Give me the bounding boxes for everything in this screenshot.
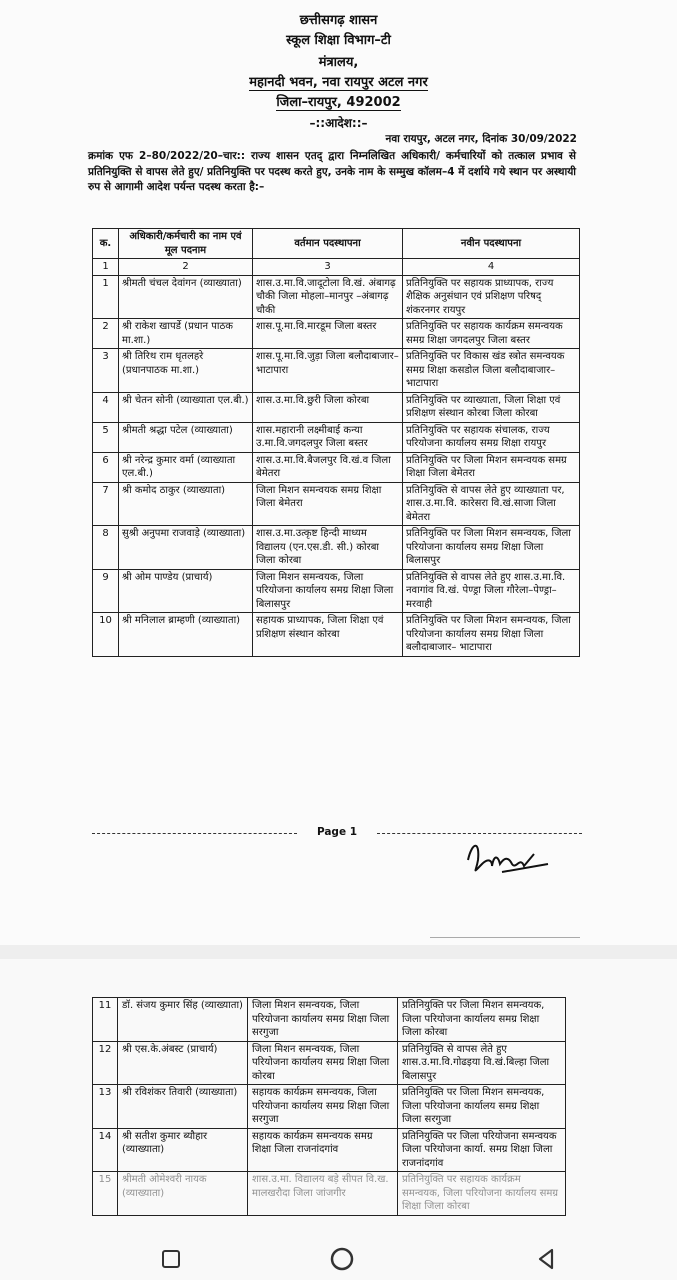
table-row [93, 349, 580, 393]
serial-cell: 14 [93, 1128, 118, 1172]
current-posting-cell: शास.उ.मा.उत्कृष्ट हिन्दी माध्यम विद्यालय (एन.एस.डी. सी.) कोरबा जिला कोरबा [253, 526, 403, 570]
header-line-2: स्कूल शिक्षा विभाग–टी [286, 33, 391, 48]
table-row [93, 613, 580, 657]
serial-cell: 10 [93, 613, 119, 657]
name-cell: श्री रविशंकर तिवारी (व्याख्याता) [118, 1085, 248, 1129]
name-cell: श्री मनिलाल ब्राम्हणी (व्याख्याता) [119, 613, 253, 657]
name-cell: श्रीमती ओमेश्वरी नायक (व्याख्याता) [118, 1172, 248, 1216]
circle-icon[interactable] [329, 1246, 355, 1272]
table-row [93, 1041, 566, 1085]
current-posting-cell: सहायक कार्यक्रम समन्वयक, जिला परियोजना कार्यालय समग्र शिक्षा जिला सरगुजा [248, 1085, 398, 1129]
serial-cell: 12 [93, 1041, 118, 1085]
name-cell: श्री नरेन्द्र कुमार वर्मा (व्याख्याता एल.बी.) [119, 452, 253, 482]
new-posting-cell: प्रतिनियुक्ति पर व्याख्याता, जिला शिक्षा एवं प्रशिक्षण संस्थान कोरबा जिला कोरबा [403, 392, 580, 422]
new-posting-cell: प्रतिनियुक्ति पर सहायक कार्यक्रम समन्वयक समग्र शिक्षा जगदलपुर जिला बस्तर [403, 319, 580, 349]
table-row [93, 319, 580, 349]
table-row [93, 482, 580, 526]
header-line-4: महानदी भवन, नवा रायपुर अटल नगर [249, 75, 428, 90]
serial-cell: 4 [93, 392, 119, 422]
serial-cell: 8 [93, 526, 119, 570]
name-cell: श्री तिरिथ राम धृतलहरे (प्रधानपाठक मा.शा.) [119, 349, 253, 393]
current-posting-cell: जिला मिशन समन्वयक, जिला परियोजना कार्यालय समग्र शिक्षा जिला बिलासपुर [253, 569, 403, 613]
header-line-3: मंत्रालय, [318, 55, 359, 70]
table-row [93, 452, 580, 482]
name-cell: डॉ. संजय कुमार सिंह (व्याख्याता) [118, 998, 248, 1042]
header-line-1: छत्तीसगढ़ शासन [299, 13, 378, 28]
new-posting-cell: प्रतिनियुक्ति पर सहायक कार्यक्रम समन्वयक, जिला परियोजना कार्यालय समग्र शिक्षा जिला कोरबा [398, 1172, 566, 1216]
document-page-2 [0, 959, 677, 1280]
current-posting-cell: शास.उ.मा.वि.बैजलपुर वि.खं.व जिला बेमेतरा [253, 452, 403, 482]
page-footer: Page 1 [92, 826, 582, 838]
name-cell: श्री सतीश कुमार ब्यौहार (व्याख्याता) [118, 1128, 248, 1172]
table-row [93, 569, 580, 613]
new-posting-cell: प्रतिनियुक्ति पर जिला मिशन समन्वयक समग्र शिक्षा जिला बेमेतरा [403, 452, 580, 482]
current-posting-cell: शास.पू.मा.वि.मारडूम जिला बस्तर [253, 319, 403, 349]
table-row [93, 392, 580, 422]
column-number: 2 [119, 259, 253, 276]
current-posting-cell: सहायक कार्यक्रम समन्वयक समग्र शिक्षा जिला राजनांदगांव [248, 1128, 398, 1172]
name-cell: सुश्री अनुपमा राजवाड़े (व्याख्याता) [119, 526, 253, 570]
posting-table-page2 [92, 997, 566, 1216]
table-row [93, 422, 580, 452]
table-row [93, 998, 566, 1042]
current-posting-cell: शास.उ.मा. विद्यालय बड़े सीपत वि.ख. मालखरौदा जिला जांजगीर [248, 1172, 398, 1216]
new-posting-cell: प्रतिनियुक्ति पर सहायक संचालक, राज्य परियोजना कार्यालय समग्र शिक्षा रायपुर [403, 422, 580, 452]
current-posting-cell: शास.उ.मा.वि.जादूटोला वि.खं. अंबागढ़ चौकी जिला मोहला–मानपुर –अंबागढ़ चौकी [253, 275, 403, 319]
header-line-5: जिला–रायपुर, 492002 [276, 95, 401, 110]
new-posting-cell: प्रतिनियुक्ति पर जिला परियोजना समन्वयक जिला परियोजना कार्या. समग्र शिक्षा जिला राजनांदगांव [398, 1128, 566, 1172]
signature-icon [462, 830, 552, 880]
page-separator [0, 945, 677, 959]
order-text: क्रमांक एफ 2–80/2022/20–चार:: राज्य शासन एतद् द्वारा निम्नलिखित अधिकारी/ कर्मचारियों को तत्काल प्रभाव से प्रतिनियुक्ति से वापस लेते हुए/ प्रतिनियुक्ति पर पदस्थ करते हुए, उनके नाम के सम्मुख कॉलम–4 में दर्शाये गये स्थान पर अस्थायी रुप से आगामी आदेश पर्यन्त पदस्थ करता है:– [88, 150, 576, 193]
posting-table-page1 [92, 228, 580, 657]
table-body-page1 [93, 275, 580, 656]
new-posting-cell: प्रतिनियुक्ति पर जिला मिशन समन्वयक, जिला परियोजना कार्यालय समग्र शिक्षा जिला बिलासपुर [403, 526, 580, 570]
page-edge-line [430, 937, 580, 938]
date-line: नवा रायपुर, अटल नगर, दिनांक 30/09/2022 [385, 133, 577, 145]
header-current-posting: वर्तमान पदस्थापना [253, 229, 403, 259]
serial-cell: 15 [93, 1172, 118, 1216]
table-body-page2 [93, 998, 566, 1216]
header-serial: क. [93, 229, 119, 259]
table-header-row [93, 229, 580, 259]
serial-cell: 1 [93, 275, 119, 319]
serial-cell: 11 [93, 998, 118, 1042]
name-cell: श्रीमती श्रद्धा पटेल (व्याख्याता) [119, 422, 253, 452]
table-row [93, 1128, 566, 1172]
header-new-posting: नवीन पदस्थापना [403, 229, 580, 259]
name-cell: श्री कमोद ठाकुर (व्याख्याता) [119, 482, 253, 526]
triangle-icon[interactable] [535, 1247, 557, 1271]
header-name: अधिकारी/कर्मचारी का नाम एवं मूल पदनाम [119, 229, 253, 259]
new-posting-cell: प्रतिनियुक्ति से वापस लेते हुए शास.उ.मा.वि.गोढइया वि.खं.बिल्हा जिला बिलासपुर [398, 1041, 566, 1085]
name-cell: श्री राकेश खापर्डे (प्रधान पाठक मा.शा.) [119, 319, 253, 349]
column-number-row [93, 259, 580, 276]
current-posting-cell: जिला मिशन समन्वयक, जिला परियोजना कार्यालय समग्र शिक्षा जिला कोरबा [248, 1041, 398, 1085]
column-number: 3 [253, 259, 403, 276]
new-posting-cell: प्रतिनियुक्ति पर जिला मिशन समन्वयक, जिला परियोजना कार्यालय समग्र शिक्षा जिला कोरबा [398, 998, 566, 1042]
column-number: 1 [93, 259, 119, 276]
serial-cell: 3 [93, 349, 119, 393]
current-posting-cell: शास.पू.मा.वि.जुड़ा जिला बलौदाबाजार– भाटापारा [253, 349, 403, 393]
serial-cell: 7 [93, 482, 119, 526]
table-row [93, 1172, 566, 1216]
serial-cell: 6 [93, 452, 119, 482]
current-posting-cell: जिला मिशन समन्वयक, जिला परियोजना कार्यालय समग्र शिक्षा जिला सरगुजा [248, 998, 398, 1042]
table-row [93, 1085, 566, 1129]
new-posting-cell: प्रतिनियुक्ति से वापस लेते हुए शास.उ.मा.वि. नवागांव वि.खं. पेण्ड्रा जिला गौरेला–पेण्ड्रा– मरवाही [403, 569, 580, 613]
table-row [93, 275, 580, 319]
current-posting-cell: जिला मिशन समन्वयक समग्र शिक्षा जिला बेमेतरा [253, 482, 403, 526]
order-heading: –::आदेश::– [309, 116, 368, 130]
current-posting-cell: शास.उ.मा.वि.छुरी जिला कोरबा [253, 392, 403, 422]
table-row [93, 526, 580, 570]
new-posting-cell: प्रतिनियुक्ति से वापस लेते हुए व्याख्याता पर, शास.उ.मा.वि. कारेसरा वि.खं.साजा जिला बेमेतरा [403, 482, 580, 526]
column-number: 4 [403, 259, 580, 276]
new-posting-cell: प्रतिनियुक्ति पर विकास खंड स्त्रोत समन्वयक समग्र शिक्षा कसडोल जिला बलौदाबाजार– भाटापारा [403, 349, 580, 393]
name-cell: श्री ओम पाण्डेय (प्राचार्य) [119, 569, 253, 613]
square-icon[interactable] [160, 1248, 182, 1270]
name-cell: श्री एस.के.अंबस्ट (प्राचार्य) [118, 1041, 248, 1085]
current-posting-cell: सहायक प्राध्यापक, जिला शिक्षा एवं प्रशिक्षण संस्थान कोरबा [253, 613, 403, 657]
current-posting-cell: शास.महारानी लक्ष्मीबाई कन्या उ.मा.वि.जगदलपुर जिला बस्तर [253, 422, 403, 452]
new-posting-cell: प्रतिनियुक्ति पर सहायक प्राध्यापक, राज्य शैक्षिक अनुसंधान एवं प्रशिक्षण परिषद् शंकरनगर रायपुर [403, 275, 580, 319]
new-posting-cell: प्रतिनियुक्ति पर जिला मिशन समन्वयक, जिला परियोजना कार्यालय समग्र शिक्षा जिला बलौदाबाजार– भाटापारा [403, 613, 580, 657]
name-cell: श्री चेतन सोनी (व्याख्याता एल.बी.) [119, 392, 253, 422]
nav-bar [0, 1240, 677, 1280]
new-posting-cell: प्रतिनियुक्ति पर जिला मिशन समन्वयक, जिला परियोजना कार्यालय समग्र शिक्षा जिला सरगुजा [398, 1085, 566, 1129]
serial-cell: 2 [93, 319, 119, 349]
serial-cell: 9 [93, 569, 119, 613]
name-cell: श्रीमती चंचल देवांगन (व्याख्याता) [119, 275, 253, 319]
serial-cell: 13 [93, 1085, 118, 1129]
serial-cell: 5 [93, 422, 119, 452]
